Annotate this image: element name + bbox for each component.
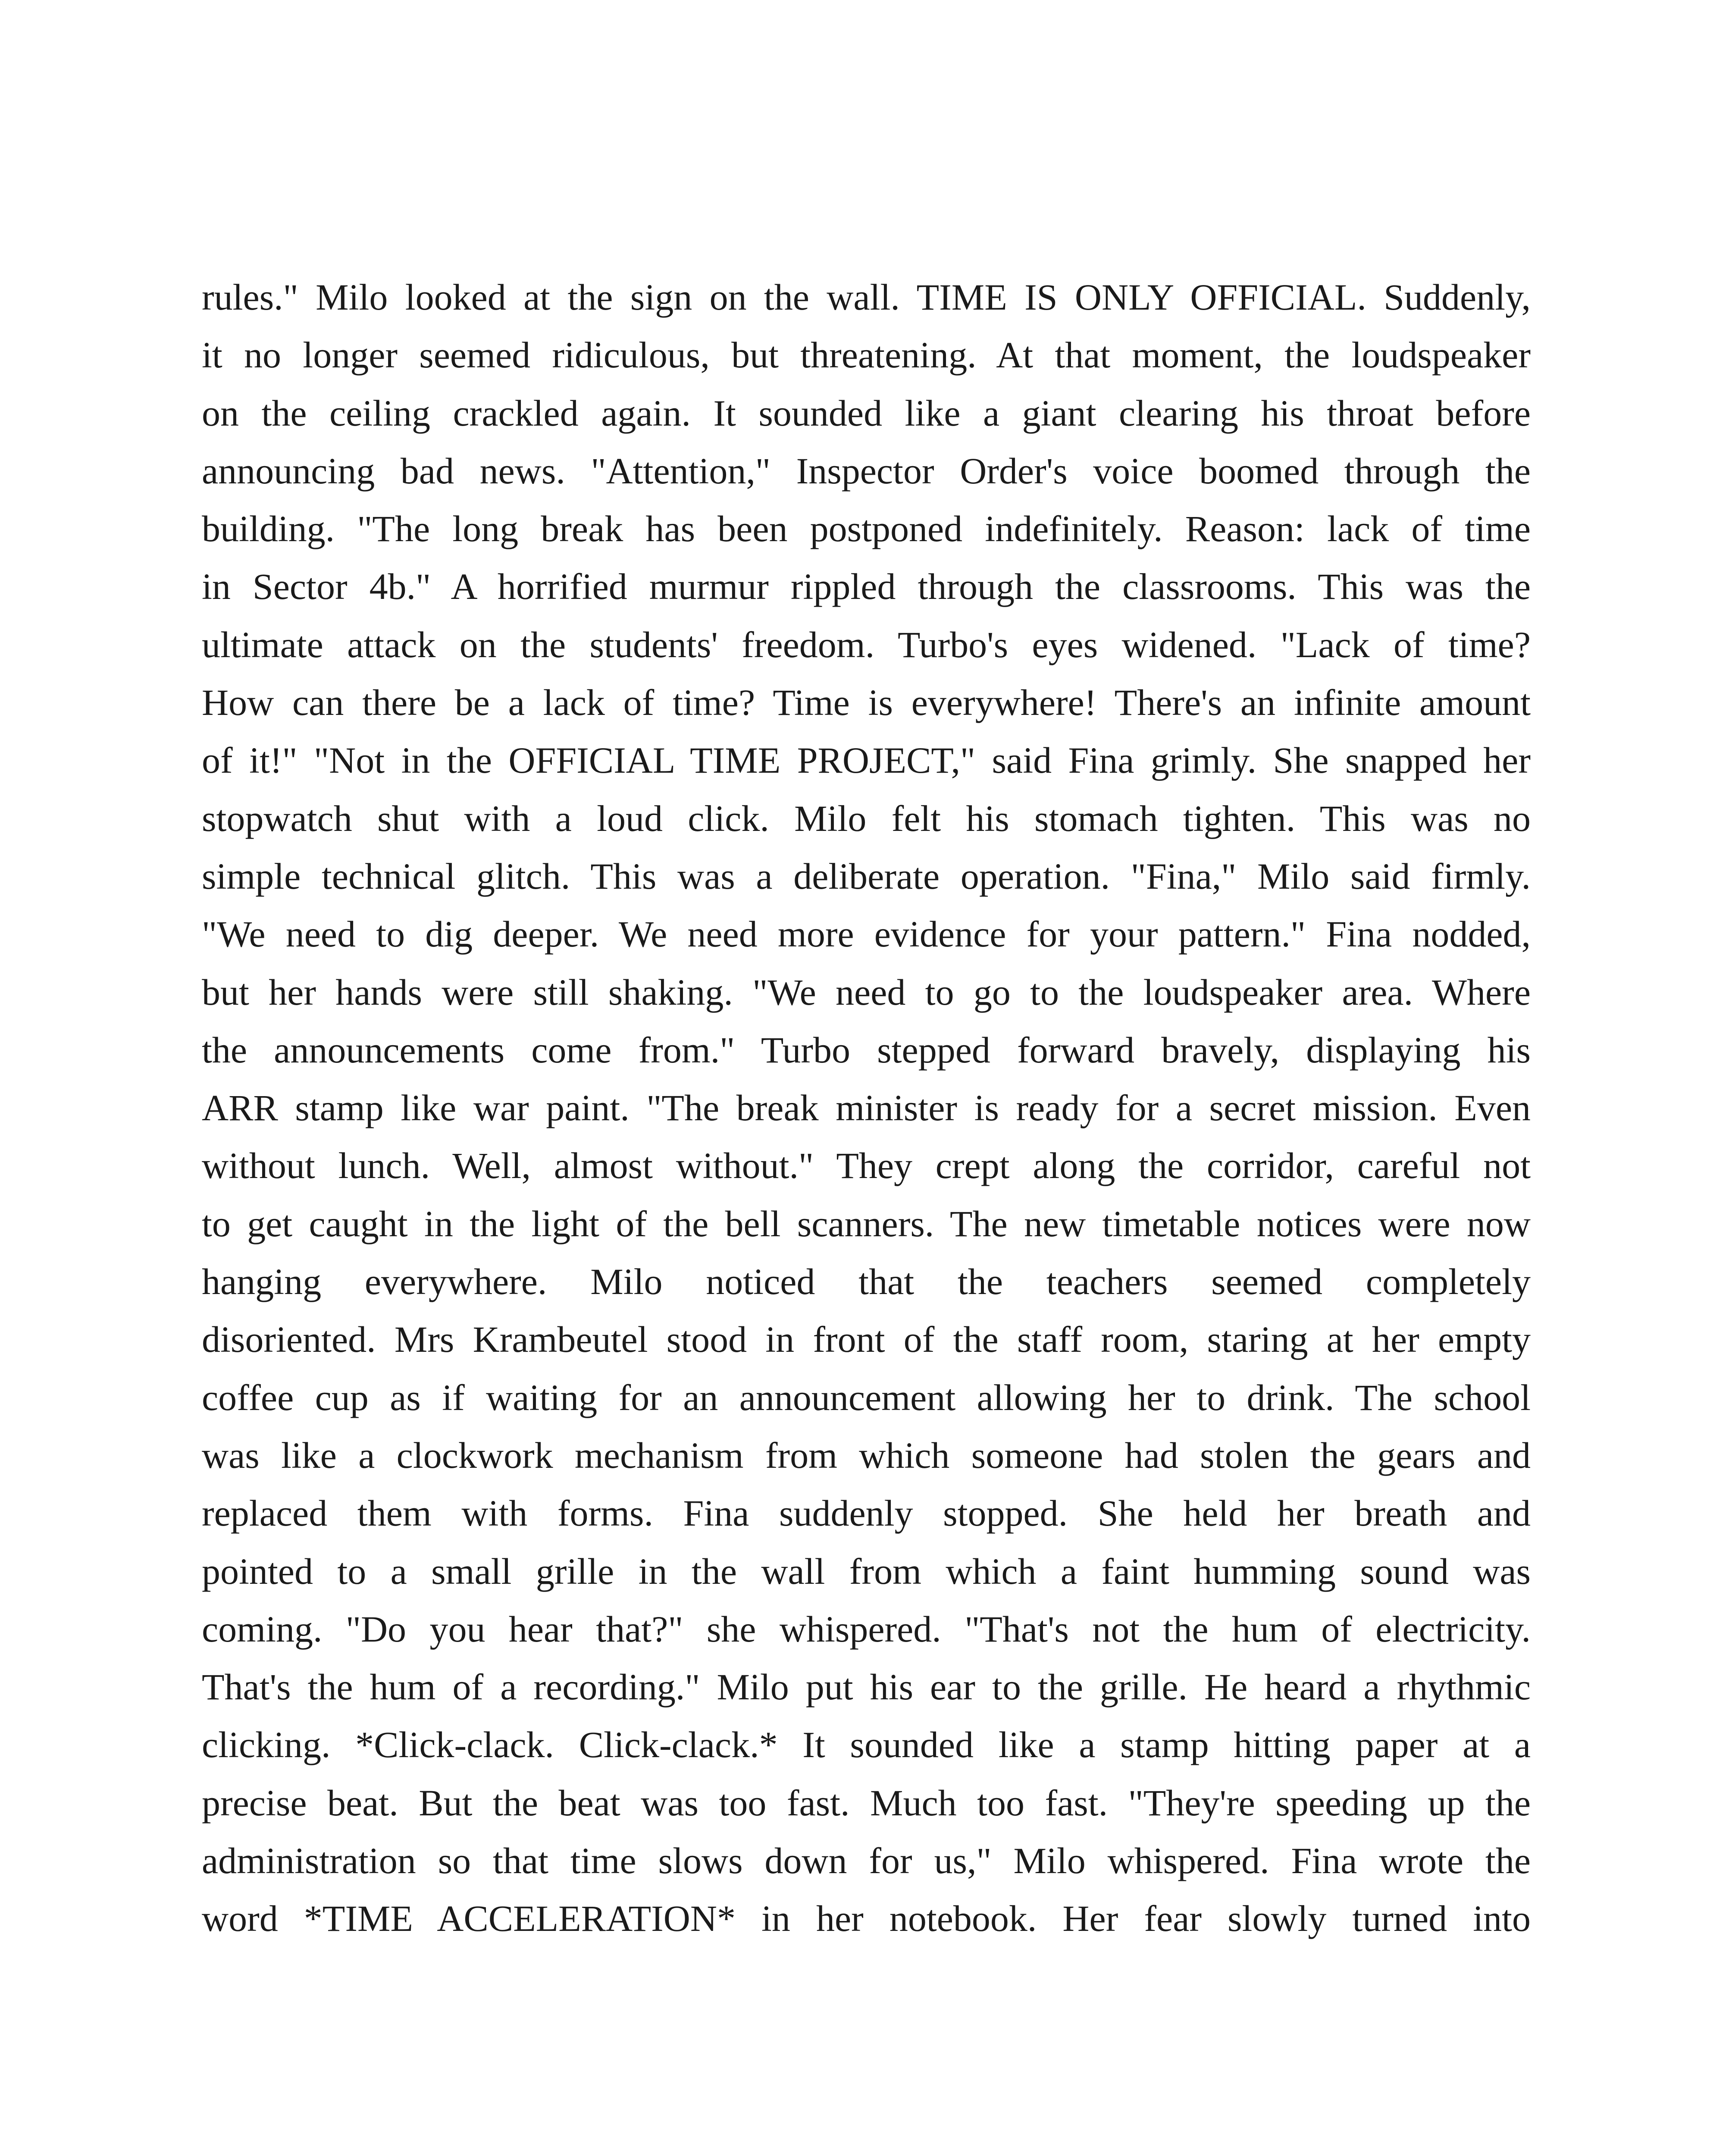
text-line-15: ARR stamp like war paint. "The break minister is ready for a secret mission. Even	[202, 1087, 1531, 1129]
text-line-10: stopwatch shut with a loud click. Milo felt his stomach tighten. This was no	[202, 797, 1531, 839]
text-line-6: in Sector 4b." A horrified murmur rippled through the classrooms. This was the	[202, 566, 1531, 608]
text-line-22: replaced them with forms. Fina suddenly stopped. She held her breath and	[202, 1492, 1531, 1534]
text-line-23: pointed to a small grille in the wall from which a faint humming sound was	[202, 1550, 1531, 1592]
text-line-26: clicking. *Click-clack. Click-clack.* It sounded like a stamp hitting paper at a	[202, 1724, 1531, 1766]
text-line-18: hanging everywhere. Milo noticed that the teachers seemed completely	[202, 1261, 1531, 1303]
text-line-28: administration so that time slows down for us," Milo whispered. Fina wrote the	[202, 1840, 1531, 1882]
text-line-4: announcing bad news. "Attention," Inspector Order's voice boomed through the	[202, 450, 1531, 492]
body-text	[202, 268, 1531, 1948]
text-line-29: word *TIME ACCELERATION* in her notebook. Her fear slowly turned into	[202, 1898, 1531, 1940]
text-line-12: "We need to dig deeper. We need more evidence for your pattern." Fina nodded,	[202, 913, 1531, 955]
text-line-20: coffee cup as if waiting for an announcement allowing her to drink. The school	[202, 1376, 1531, 1418]
text-line-14: the announcements come from." Turbo stepped forward bravely, displaying his	[202, 1029, 1531, 1071]
text-line-24: coming. "Do you hear that?" she whispered. "That's not the hum of electricity.	[202, 1608, 1531, 1650]
text-line-16: without lunch. Well, almost without." They crept along the corridor, careful not	[202, 1145, 1531, 1187]
text-line-9: of it!" "Not in the OFFICIAL TIME PROJECT," said Fina grimly. She snapped her	[202, 740, 1531, 781]
text-line-11: simple technical glitch. This was a deliberate operation. "Fina," Milo said firmly.	[202, 855, 1531, 897]
text-line-27: precise beat. But the beat was too fast. Much too fast. "They're speeding up the	[202, 1782, 1531, 1824]
text-line-7: ultimate attack on the students' freedom. Turbo's eyes widened. "Lack of time?	[202, 624, 1531, 665]
text-line-5: building. "The long break has been postponed indefinitely. Reason: lack of time	[202, 508, 1531, 550]
text-line-13: but her hands were still shaking. "We need to go to the loudspeaker area. Where	[202, 971, 1531, 1013]
text-line-1: rules." Milo looked at the sign on the wall. TIME IS ONLY OFFICIAL. Suddenly,	[202, 276, 1531, 318]
text-line-8: How can there be a lack of time? Time is everywhere! There's an infinite amount	[202, 682, 1531, 724]
text-line-17: to get caught in the light of the bell scanners. The new timetable notices were now	[202, 1203, 1531, 1244]
text-line-2: it no longer seemed ridiculous, but threatening. At that moment, the loudspeaker	[202, 334, 1531, 376]
text-line-21: was like a clockwork mechanism from which someone had stolen the gears and	[202, 1434, 1531, 1476]
text-line-3: on the ceiling crackled again. It sounded like a giant clearing his throat before	[202, 392, 1531, 434]
text-line-25: That's the hum of a recording." Milo put his ear to the grille. He heard a rhythmic	[202, 1666, 1531, 1708]
text-line-19: disoriented. Mrs Krambeutel stood in front of the staff room, staring at her empty	[202, 1319, 1531, 1360]
